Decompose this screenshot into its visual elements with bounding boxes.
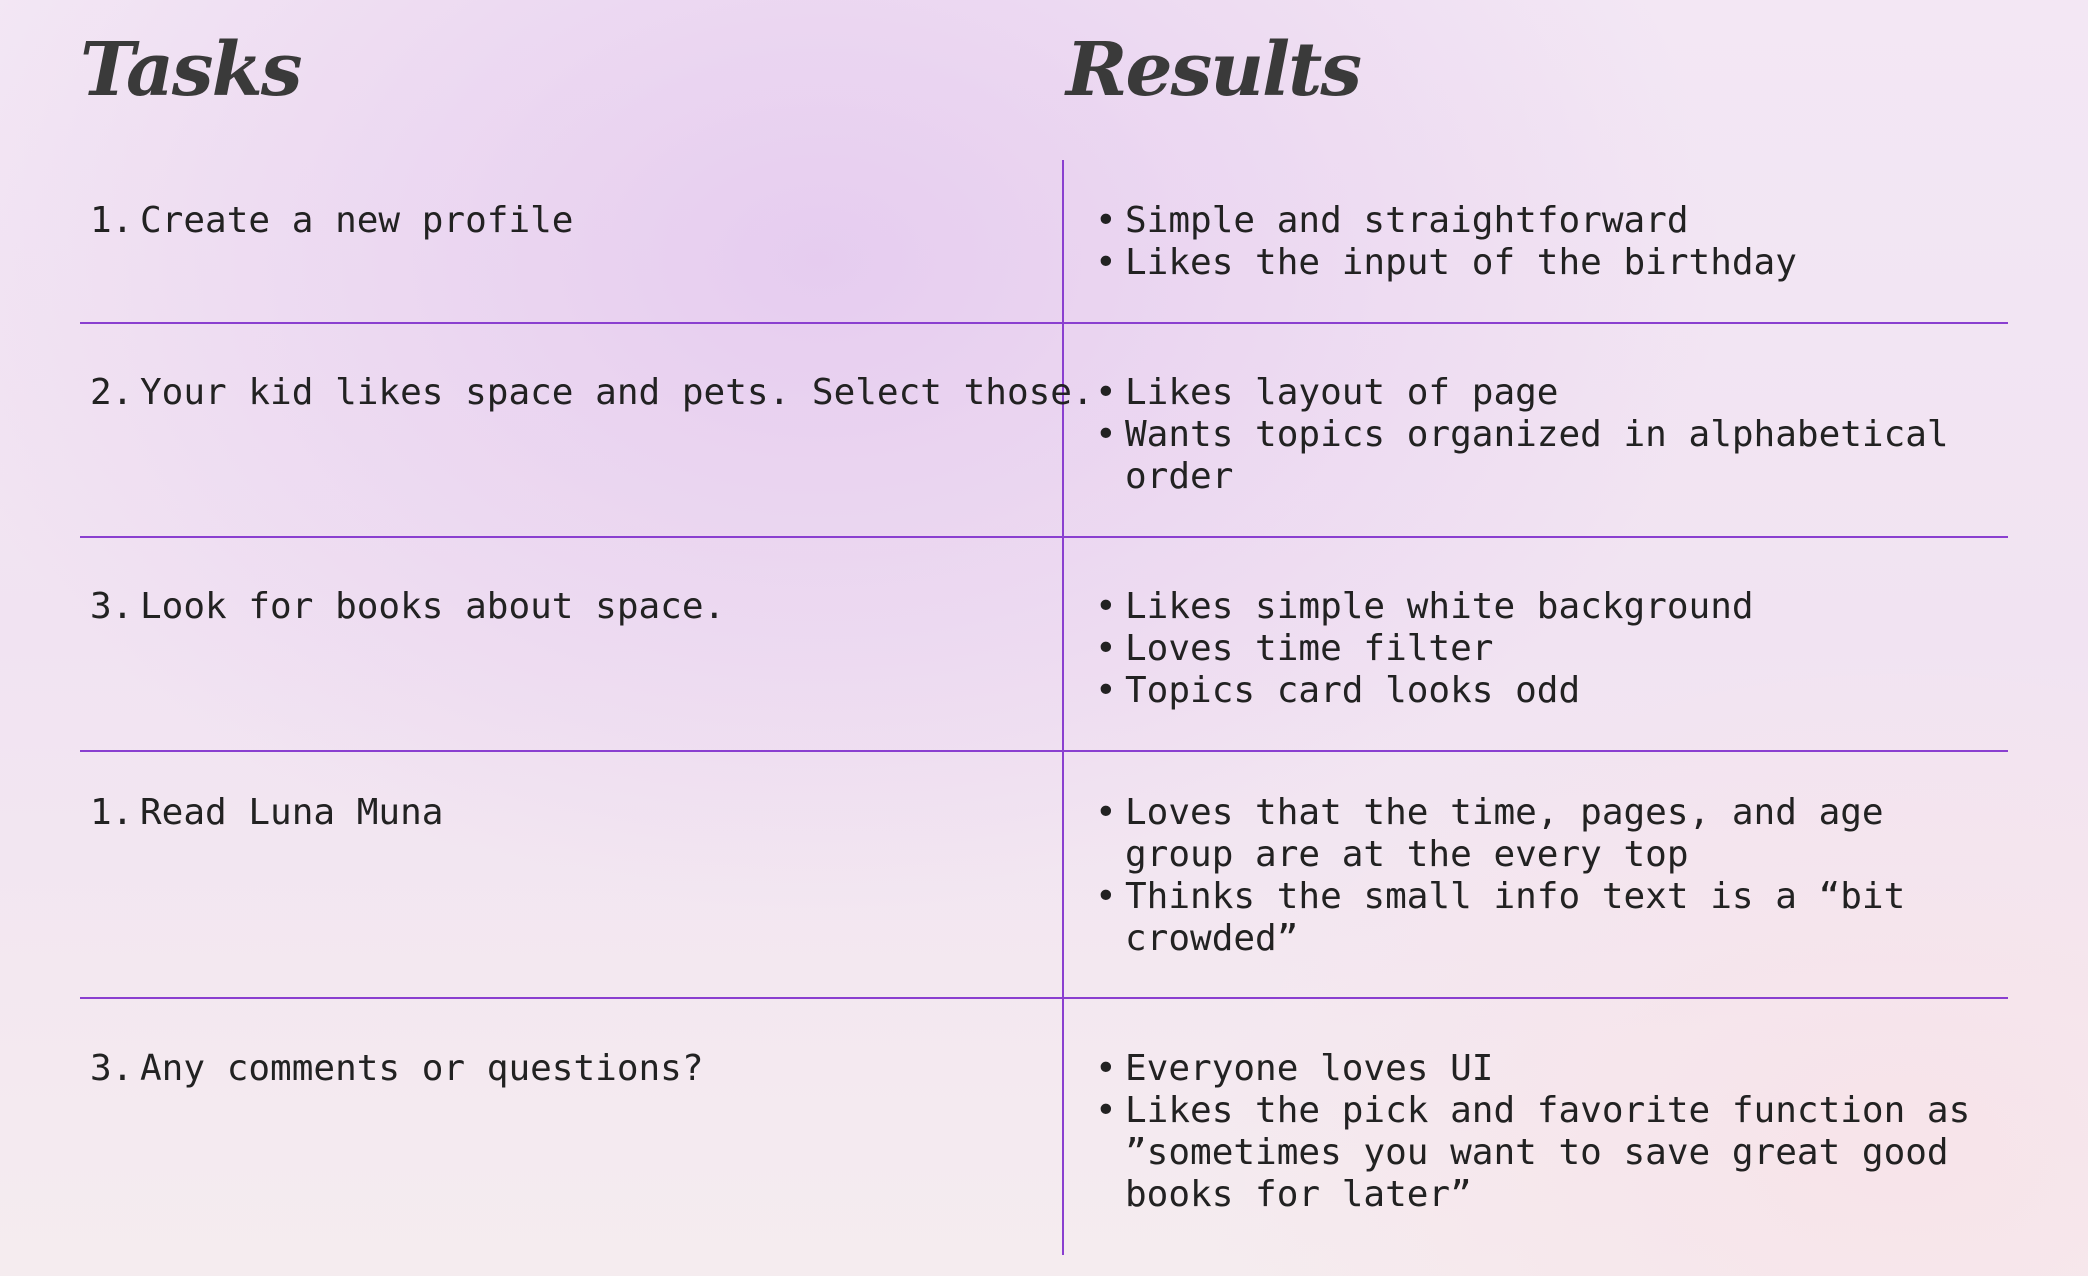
result-text: Likes the input of the birthday — [1125, 242, 1797, 283]
result-text: Topics card looks odd — [1125, 670, 1581, 711]
task-item — [90, 372, 1094, 414]
result-item — [1095, 372, 1995, 414]
result-item — [1095, 670, 1995, 712]
bullet-icon: • — [1095, 1048, 1117, 1089]
bullet-icon: • — [1095, 792, 1117, 833]
task-number: 1. — [90, 792, 134, 833]
result-item — [1095, 200, 1995, 242]
task-number: 3. — [90, 1048, 134, 1089]
result-list — [1095, 792, 1995, 960]
task-text: Read Luna Muna — [140, 792, 444, 833]
tasks-heading: Tasks — [80, 27, 301, 113]
result-item — [1095, 586, 1995, 628]
result-list — [1095, 200, 1995, 284]
task-item — [90, 586, 1050, 628]
result-text: Simple and straightforward — [1125, 200, 1689, 241]
task-text: Your kid likes space and pets. Select those. — [140, 372, 1094, 413]
bullet-icon: • — [1095, 586, 1117, 627]
result-text: Everyone loves UI — [1125, 1048, 1494, 1089]
result-list — [1095, 372, 1995, 498]
row-divider — [80, 997, 2008, 999]
task-number: 2. — [90, 372, 134, 413]
result-text: Thinks the small info text is a “bit crowded” — [1125, 876, 1906, 959]
task-item — [90, 200, 1050, 242]
results-heading: Results — [1066, 27, 1360, 113]
row-divider — [80, 536, 2008, 538]
result-text: Wants topics organized in alphabetical order — [1125, 414, 1949, 497]
row-divider — [80, 322, 2008, 324]
task-text: Any comments or questions? — [140, 1048, 704, 1089]
task-number: 3. — [90, 586, 134, 627]
result-text: Loves time filter — [1125, 628, 1494, 669]
task-number: 1. — [90, 200, 134, 241]
result-item — [1095, 792, 1995, 876]
result-text: Likes the pick and favorite function as ”sometimes you want to save great good books for later” — [1125, 1090, 1971, 1215]
bullet-icon: • — [1095, 1090, 1117, 1131]
bullet-icon: • — [1095, 628, 1117, 669]
bullet-icon: • — [1095, 876, 1117, 917]
bullet-icon: • — [1095, 242, 1117, 283]
result-item — [1095, 242, 1995, 284]
task-item — [90, 792, 1050, 834]
result-list — [1095, 1048, 1995, 1216]
task-item — [90, 1048, 1050, 1090]
bullet-icon: • — [1095, 200, 1117, 241]
result-item — [1095, 1048, 1995, 1090]
result-item — [1095, 628, 1995, 670]
bullet-icon: • — [1095, 670, 1117, 711]
result-item — [1095, 1090, 1995, 1216]
row-divider — [80, 750, 2008, 752]
result-text: Likes simple white background — [1125, 586, 1754, 627]
result-item — [1095, 876, 1995, 960]
result-text: Likes layout of page — [1125, 372, 1559, 413]
result-item — [1095, 414, 1995, 498]
task-text: Look for books about space. — [140, 586, 726, 627]
bullet-icon: • — [1095, 414, 1117, 455]
result-text: Loves that the time, pages, and age group are at the every top — [1125, 792, 1884, 875]
bullet-icon: • — [1095, 372, 1117, 413]
column-divider — [1062, 160, 1064, 1255]
task-text: Create a new profile — [140, 200, 574, 241]
result-list — [1095, 586, 1995, 712]
